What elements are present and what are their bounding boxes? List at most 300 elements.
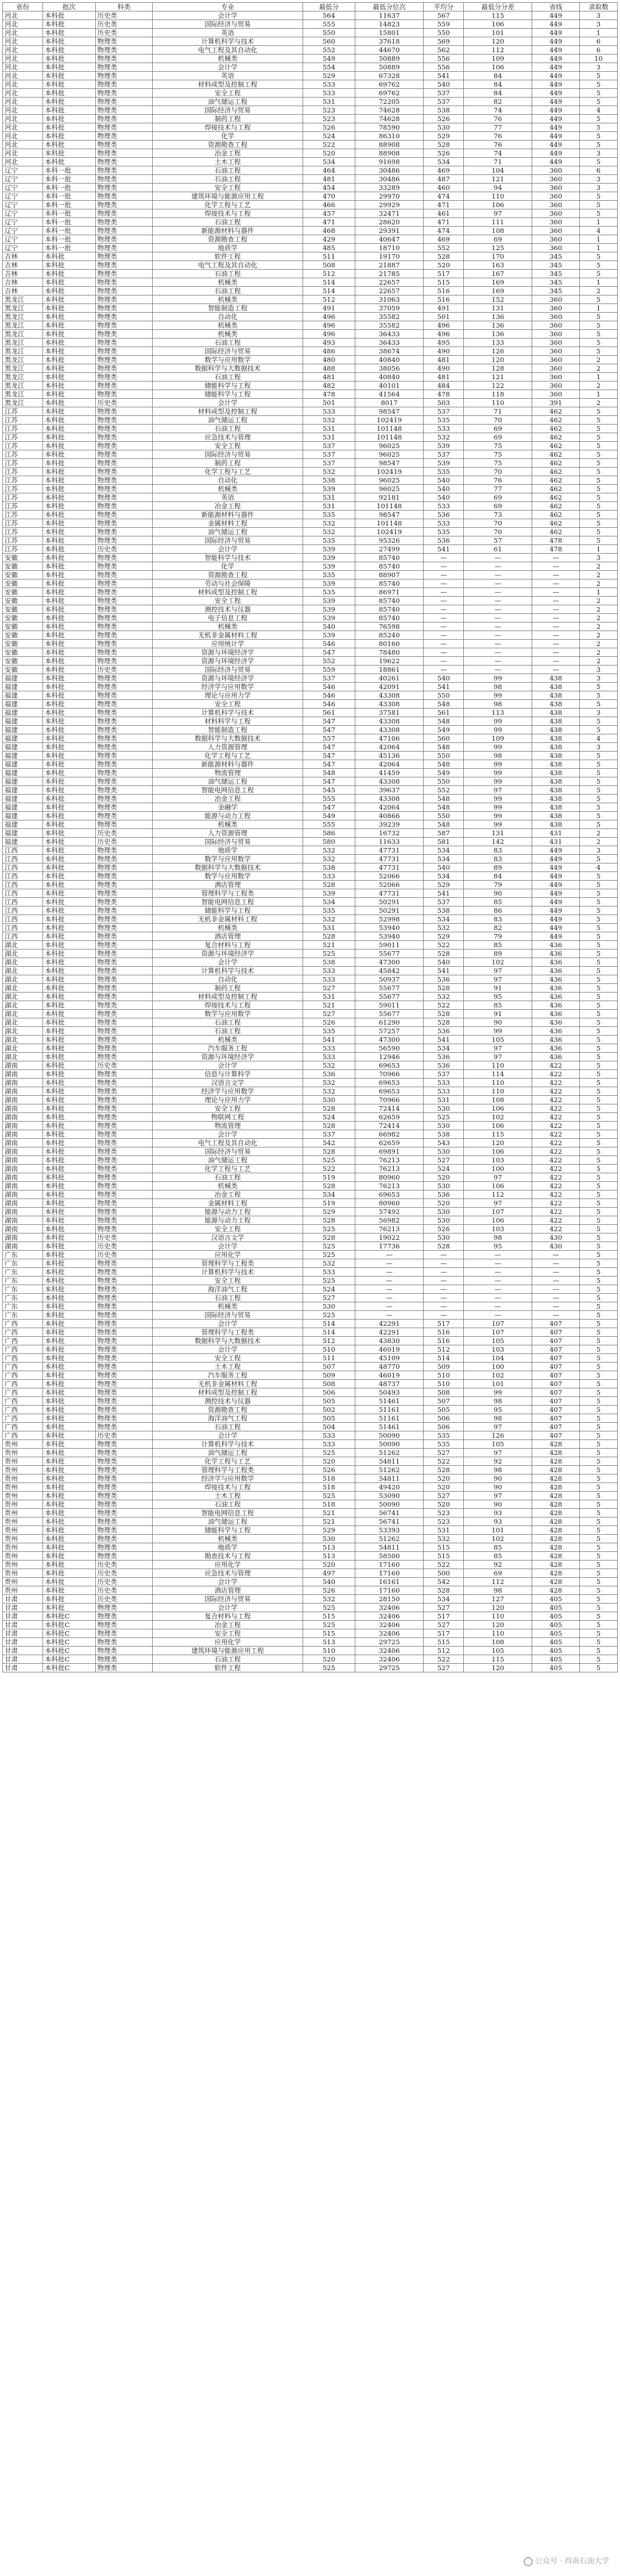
cell-admit-count: 5 [580,1500,618,1509]
cell-min-score: 539 [303,579,355,588]
cell-province: 辽宁 [3,209,43,218]
cell-province: 江西 [3,915,43,924]
cell-avg-score: 522 [424,941,464,950]
cell-province: 湖北 [3,950,43,958]
cell-major: 安全工程 [153,1277,303,1285]
cell-batch: 本科批 [43,1147,95,1156]
cell-province-line: 438 [532,726,580,734]
cell-admit-count: 5 [580,321,618,330]
cell-province-line: 360 [532,166,580,175]
table-row [3,1380,618,1388]
cell-province: 江苏 [3,493,43,502]
table-row [3,993,618,1001]
cell-subject: 物理类 [95,89,153,98]
cell-batch: 本科批 [43,1371,95,1380]
cell-province: 河北 [3,106,43,115]
cell-province: 甘肃 [3,1629,43,1638]
cell-subject: 物理类 [95,709,153,717]
cell-major: 土木工程 [153,1363,303,1371]
cell-major: 石油工程 [153,287,303,295]
cell-score-diff: 69 [464,1569,532,1578]
cell-province-line: 360 [532,175,580,184]
cell-min-score: 539 [303,562,355,571]
cell-subject: 物理类 [95,924,153,932]
cell-major: 劳动与社会保障 [153,579,303,588]
cell-batch: 本科批 [43,313,95,321]
cell-province-line: 449 [532,132,580,141]
cell-major: 制药工程 [153,115,303,123]
cell-min-score: 470 [303,192,355,201]
table-row [3,571,618,579]
cell-province: 湖南 [3,1165,43,1173]
cell-avg-score: 528 [424,1242,464,1251]
cell-province: 湖南 [3,1216,43,1225]
cell-major: 会计学 [153,63,303,72]
cell-score-diff: 85 [464,1543,532,1552]
cell-province: 湖北 [3,958,43,967]
cell-score-diff: 99 [464,820,532,829]
cell-subject: 物理类 [95,1655,153,1664]
cell-min-score: 528 [303,1233,355,1242]
cell-major: 资源勘查工程 [153,1406,303,1414]
cell-province: 甘肃 [3,1595,43,1604]
cell-subject: 物理类 [95,1363,153,1371]
cell-admit-count: 5 [580,330,618,338]
cell-min-score: 505 [303,1414,355,1423]
cell-province-line: — [532,571,580,579]
cell-min-rank: 50493 [355,1388,424,1397]
cell-score-diff: 106 [464,201,532,209]
cell-avg-score: 527 [424,1492,464,1500]
table-row [3,1233,618,1242]
cell-score-diff: — [464,588,532,597]
cell-province-line: 449 [532,932,580,941]
table-row [3,1543,618,1552]
cell-province-line: 407 [532,1397,580,1406]
cell-batch: 本科批 [43,1552,95,1561]
cell-avg-score: 478 [424,390,464,399]
cell-avg-score: 527 [424,1664,464,1672]
cell-province-line: 436 [532,941,580,950]
cell-batch: 本科批 [43,571,95,579]
cell-min-rank: 80160 [355,640,424,648]
table-row [3,950,618,958]
cell-min-score: 539 [303,605,355,614]
cell-avg-score: 550 [424,752,464,760]
cell-batch: 本科批 [43,1199,95,1208]
table-row [3,201,618,209]
cell-avg-score: 529 [424,881,464,889]
cell-province-line: 449 [532,115,580,123]
cell-admit-count: 5 [580,1182,618,1190]
table-row [3,1165,618,1173]
table-row [3,1423,618,1431]
cell-province-line: — [532,614,580,622]
cell-score-diff: 97 [464,1044,532,1053]
cell-province-line: — [532,1251,580,1259]
cell-province-line: 428 [532,1483,580,1492]
cell-major: 资源与环境经济学 [153,657,303,666]
cell-province-line: 449 [532,123,580,132]
cell-batch: 本科一批 [43,201,95,209]
cell-min-score: 480 [303,356,355,364]
cell-admit-count: 5 [580,1079,618,1087]
cell-province-line: 462 [532,519,580,528]
table-row [3,863,618,872]
cell-subject: 物理类 [95,1147,153,1156]
cell-subject: 物理类 [95,1104,153,1113]
cell-subject: 物理类 [95,1001,153,1010]
cell-score-diff: 131 [464,304,532,313]
cell-province-line: 449 [532,149,580,158]
cell-admit-count: 5 [580,192,618,201]
table-row [3,209,618,218]
cell-major: 汉语言文学 [153,1079,303,1087]
cell-batch: 本科批 [43,1328,95,1337]
cell-province-line: 438 [532,777,580,786]
cell-min-score: 493 [303,338,355,347]
cell-province-line: 407 [532,1423,580,1431]
table-row [3,1388,618,1397]
cell-min-rank: 17736 [355,1242,424,1251]
table-row [3,1526,618,1535]
cell-province-line: 360 [532,364,580,373]
cell-subject: 物理类 [95,1010,153,1018]
cell-subject: 历史类 [95,1242,153,1251]
cell-province-line: 428 [532,1457,580,1466]
cell-subject: 物理类 [95,1440,153,1449]
cell-major: 自动化 [153,476,303,485]
cell-batch: 本科批 [43,304,95,313]
cell-province-line: 462 [532,425,580,433]
cell-province-line: 422 [532,1104,580,1113]
cell-avg-score: 481 [424,373,464,382]
cell-avg-score: 587 [424,829,464,838]
cell-subject: 历史类 [95,829,153,838]
cell-major: 智能科学与技术 [153,554,303,562]
cell-avg-score: — [424,579,464,588]
cell-min-rank: 40840 [355,356,424,364]
cell-subject: 历史类 [95,545,153,554]
table-row [3,1147,618,1156]
cell-min-rank: 42291 [355,1328,424,1337]
header-province-line: 省线 [532,3,580,11]
cell-score-diff: 69 [464,502,532,511]
cell-province: 湖南 [3,1190,43,1199]
cell-min-score: 535 [303,536,355,545]
cell-province: 甘肃 [3,1655,43,1664]
cell-province: 安徽 [3,579,43,588]
cell-major: 安全工程 [153,1354,303,1363]
cell-province: 贵州 [3,1517,43,1526]
cell-province: 黑龙江 [3,364,43,373]
cell-province: 河北 [3,55,43,63]
table-row [3,597,618,605]
cell-province: 甘肃 [3,1604,43,1612]
cell-min-rank: 36433 [355,330,424,338]
cell-min-score: 518 [303,1474,355,1483]
cell-min-rank: 47106 [355,734,424,743]
cell-min-score: 535 [303,511,355,519]
cell-min-score: 534 [303,898,355,906]
cell-province: 贵州 [3,1500,43,1509]
cell-min-score: 547 [303,726,355,734]
cell-min-rank: 41459 [355,769,424,777]
cell-min-score: 527 [303,984,355,993]
cell-min-rank: 76213 [355,1182,424,1190]
cell-avg-score: 538 [424,906,464,915]
cell-major: 计算机科学与技术 [153,1440,303,1449]
cell-avg-score: 528 [424,1010,464,1018]
cell-subject: 物理类 [95,915,153,924]
cell-min-score: 528 [303,881,355,889]
cell-min-score: 510 [303,1345,355,1354]
cell-avg-score: 542 [424,1578,464,1586]
cell-province: 福建 [3,743,43,752]
cell-min-rank: 32471 [355,209,424,218]
table-row [3,872,618,881]
cell-province: 河北 [3,11,43,20]
cell-province: 湖北 [3,1001,43,1010]
cell-avg-score: 532 [424,433,464,442]
cell-min-score: 532 [303,915,355,924]
cell-score-diff: 70 [464,528,532,536]
cell-province-line: 449 [532,855,580,863]
cell-min-rank: 85740 [355,605,424,614]
cell-major: 英语 [153,29,303,37]
cell-score-diff: 92 [464,1561,532,1569]
cell-avg-score: 506 [424,1423,464,1431]
cell-subject: 物理类 [95,459,153,468]
cell-major: 会计学 [153,545,303,554]
cell-major: 管理科学与工程类 [153,1466,303,1474]
cell-batch: 本科批 [43,123,95,132]
cell-min-rank: 92181 [355,493,424,502]
cell-min-score: 555 [303,820,355,829]
cell-subject: 物理类 [95,1664,153,1672]
cell-major: 冶金工程 [153,1190,303,1199]
cell-province: 湖南 [3,1156,43,1165]
cell-min-rank: 98547 [355,407,424,416]
cell-major: 英语 [153,493,303,502]
cell-major: 材料成型及控制工程 [153,588,303,597]
cell-subject: 物理类 [95,287,153,295]
cell-province-line: 462 [532,450,580,459]
cell-province-line: 405 [532,1647,580,1655]
cell-avg-score: 539 [424,442,464,450]
cell-province: 辽宁 [3,166,43,175]
cell-subject: 物理类 [95,622,153,631]
cell-subject: 物理类 [95,700,153,709]
cell-subject: 历史类 [95,1586,153,1595]
cell-score-diff: 95 [464,993,532,1001]
cell-min-rank: 42064 [355,803,424,812]
cell-province-line: 462 [532,459,580,468]
cell-avg-score: 535 [424,416,464,425]
cell-batch: 本科一批 [43,175,95,184]
cell-score-diff: 121 [464,373,532,382]
cell-score-diff: — [464,1294,532,1302]
cell-admit-count: 5 [580,1156,618,1165]
cell-avg-score: 548 [424,820,464,829]
cell-batch: 本科批 [43,1388,95,1397]
table-body [3,11,618,1672]
cell-batch: 本科批 [43,614,95,622]
cell-province: 黑龙江 [3,347,43,356]
cell-subject: 物理类 [95,967,153,975]
table-row [3,622,618,631]
cell-min-score: 559 [303,666,355,674]
cell-admit-count: 5 [580,691,618,700]
cell-subject: 物理类 [95,1182,153,1190]
cell-batch: 本科批 [43,898,95,906]
cell-province: 辽宁 [3,192,43,201]
cell-min-score: 466 [303,201,355,209]
cell-province-line: 428 [532,1466,580,1474]
cell-min-rank: 41564 [355,390,424,399]
cell-score-diff: 136 [464,321,532,330]
cell-min-score: 550 [303,29,355,37]
cell-subject: 物理类 [95,1449,153,1457]
cell-batch: 本科批 [43,1182,95,1190]
cell-min-rank: 86971 [355,588,424,597]
cell-province: 河北 [3,89,43,98]
cell-admit-count: 5 [580,141,618,149]
cell-major: 国际经济与贸易 [153,106,303,115]
cell-province-line: — [532,648,580,657]
cell-province-line: — [532,1277,580,1285]
cell-batch: 本科批 [43,666,95,674]
cell-batch: 本科一批 [43,209,95,218]
cell-subject: 物理类 [95,571,153,579]
cell-min-score: 540 [303,1578,355,1586]
cell-subject: 物理类 [95,1492,153,1500]
cell-admit-count: 5 [580,459,618,468]
table-row [3,829,618,838]
cell-province-line: 360 [532,330,580,338]
cell-score-diff: 104 [464,1354,532,1363]
table-row [3,1036,618,1044]
cell-min-rank: 42091 [355,683,424,691]
cell-avg-score: 528 [424,141,464,149]
cell-batch: 本科批 [43,55,95,63]
cell-min-rank: 72414 [355,1122,424,1130]
table-row [3,528,618,536]
cell-score-diff: 118 [464,390,532,399]
cell-min-rank: 22657 [355,278,424,287]
cell-batch: 本科批 [43,1001,95,1010]
cell-min-rank: 54811 [355,1474,424,1483]
table-row [3,666,618,674]
cell-major: 智能电网信息工程 [153,786,303,795]
cell-batch: 本科批 [43,924,95,932]
table-row [3,63,618,72]
cell-subject: 物理类 [95,519,153,528]
cell-score-diff: 90 [464,1483,532,1492]
cell-subject: 物理类 [95,683,153,691]
cell-batch: 本科批 [43,657,95,666]
cell-score-diff: — [464,1311,532,1320]
cell-avg-score: 514 [424,1354,464,1363]
cell-min-rank: 74628 [355,106,424,115]
cell-major: 会计学 [153,1061,303,1070]
cell-admit-count: 5 [580,1595,618,1604]
cell-province: 辽宁 [3,184,43,192]
cell-major: 数据科学与大数据技术 [153,364,303,373]
cell-province-line: 422 [532,1070,580,1079]
cell-province-line: 436 [532,1053,580,1061]
cell-province-line: 422 [532,1190,580,1199]
cell-province-line: 438 [532,709,580,717]
cell-province: 江苏 [3,528,43,536]
cell-admit-count: 5 [580,295,618,304]
cell-min-score: 525 [303,1664,355,1672]
cell-score-diff: 107 [464,1328,532,1337]
cell-min-score: 508 [303,261,355,270]
cell-major: 电气工程及其自动化 [153,261,303,270]
cell-batch: 本科批 [43,1509,95,1517]
table-row [3,399,618,407]
cell-avg-score: 534 [424,915,464,924]
cell-subject: 物理类 [95,1165,153,1173]
cell-min-score: 540 [303,622,355,631]
cell-min-rank: 44670 [355,46,424,55]
cell-province: 贵州 [3,1509,43,1517]
cell-avg-score: 534 [424,872,464,881]
cell-province: 江苏 [3,407,43,416]
cell-admit-count: 3 [580,709,618,717]
cell-admit-count: 5 [580,820,618,829]
cell-batch: 本科批 [43,786,95,795]
cell-admit-count: 3 [580,20,618,29]
cell-min-score: 519 [303,1173,355,1182]
cell-major: 安全工程 [153,89,303,98]
cell-min-score: 525 [303,1156,355,1165]
cell-province: 安徽 [3,554,43,562]
table-row [3,72,618,80]
cell-province: 福建 [3,691,43,700]
cell-min-score: 520 [303,1561,355,1569]
cell-admit-count: 5 [580,1268,618,1277]
cell-admit-count: 5 [580,1010,618,1018]
cell-min-rank: 67328 [355,72,424,80]
cell-score-diff: 98 [464,1466,532,1474]
cell-avg-score: 469 [424,235,464,244]
cell-subject: 物理类 [95,338,153,347]
cell-min-rank: 29929 [355,201,424,209]
cell-score-diff: — [464,554,532,562]
cell-subject: 物理类 [95,1113,153,1122]
cell-admit-count: 2 [580,356,618,364]
cell-province-line: 422 [532,1139,580,1147]
table-row [3,777,618,786]
cell-admit-count: 3 [580,846,618,855]
cell-province-line: 438 [532,743,580,752]
cell-province-line: 428 [532,1440,580,1449]
cell-batch: 本科批 [43,37,95,46]
cell-admit-count: 5 [580,1311,618,1320]
cell-min-rank: 51161 [355,1406,424,1414]
cell-major: 机械类 [153,820,303,829]
cell-min-score: 527 [303,1010,355,1018]
cell-province-line: 438 [532,786,580,795]
cell-batch: 本科批 [43,1173,95,1182]
cell-province: 福建 [3,820,43,829]
cell-province-line: 345 [532,261,580,270]
cell-subject: 物理类 [95,1543,153,1552]
cell-province-line: 360 [532,356,580,364]
cell-min-rank: 76213 [355,1165,424,1173]
